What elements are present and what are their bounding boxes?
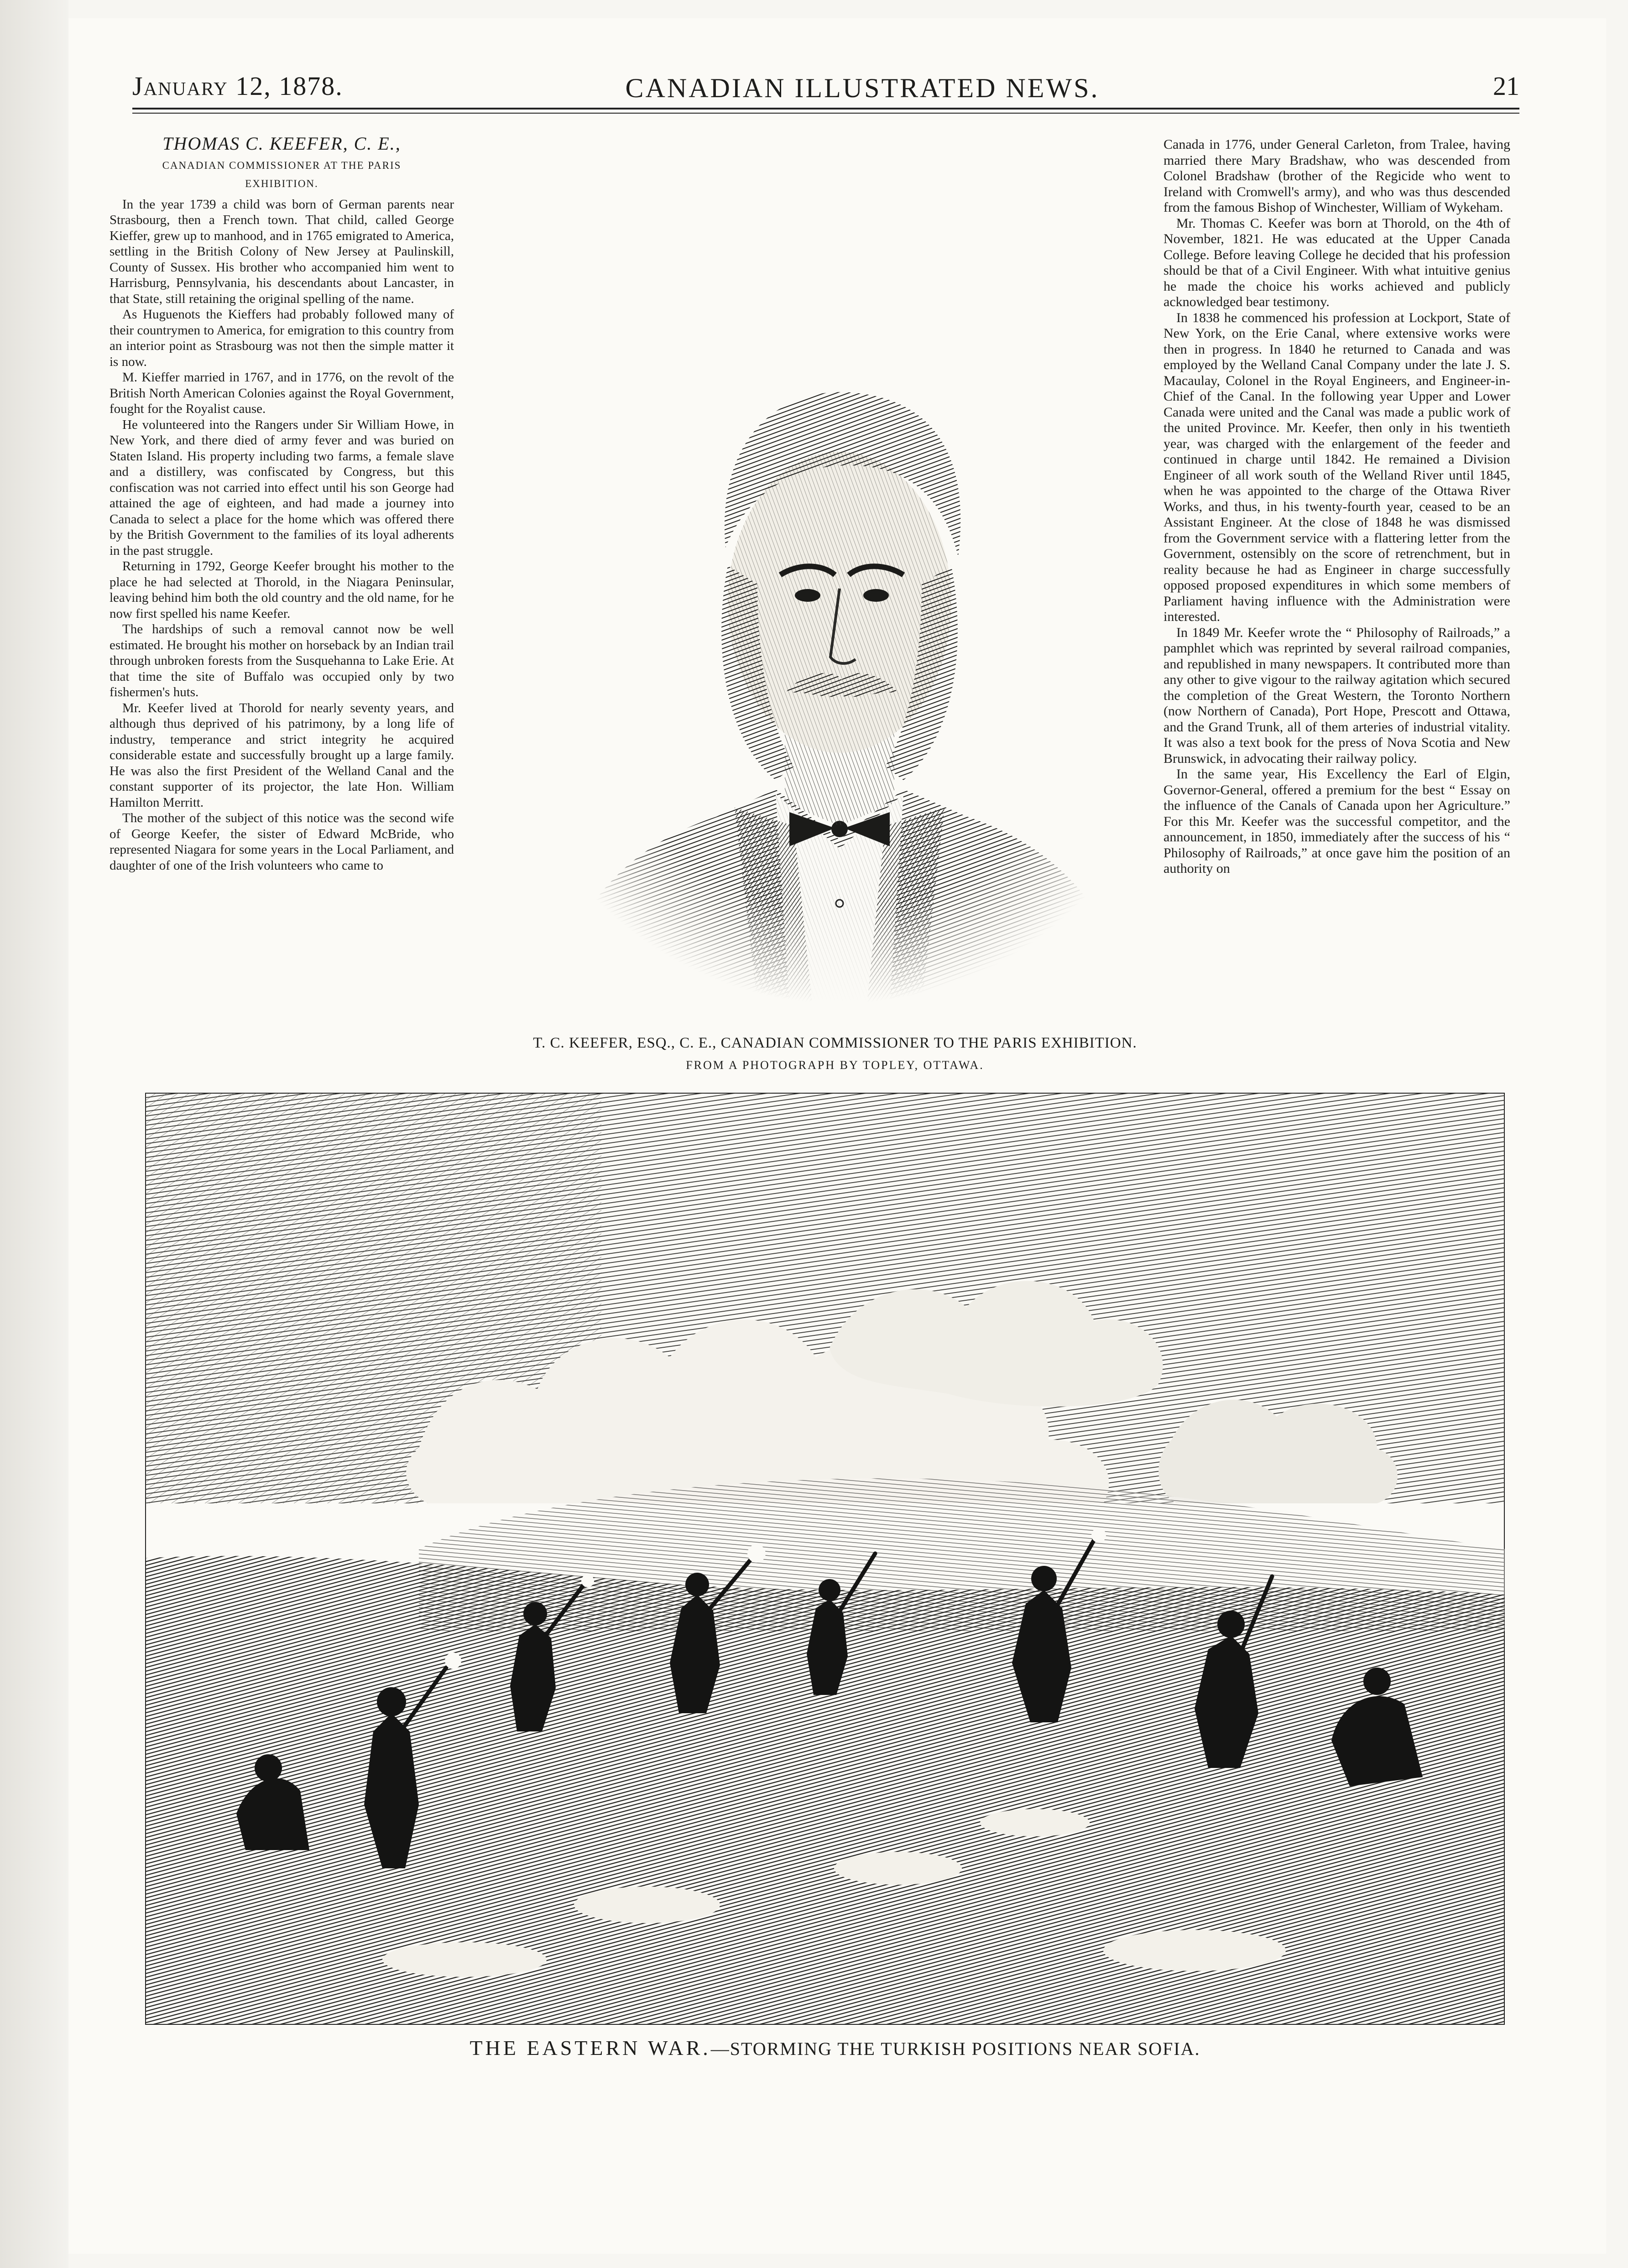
article-column-left [110, 133, 454, 873]
article-paragraph: Canada in 1776, under General Carleton, from Tralee, having married there Mary Bradshaw, who was descended from Colonel Bradshaw (brother of the Regicide who went to Ireland with Cromwell's army), and who was thus descended from the famous Bishop of Winchester, William of Wykeham. [1164, 137, 1510, 215]
article-paragraph: The mother of the subject of this notice was the second wife of George Keefer, the sister of Edward McBride, who represented Niagara for some years in the Local Parliament, and daughter of one of the Irish volunteers who came to [110, 811, 454, 873]
article-paragraph: Mr. Keefer lived at Thorold for nearly seventy years, and although thus deprived of his patrimony, by a long life of industry, temperance and strict integrity he acquired considerable estate and successfully brought up a large family. He was also the first President of the Welland Canal and the constant supporter of its projector, the late Hon. William Hamilton Merritt. [110, 700, 454, 810]
article-paragraph: As Huguenots the Kieffers had probably followed many of their countrymen to America, for emigration to this country from an interior point as Strasbourg was not then the simple matter it is now. [110, 307, 454, 369]
article-paragraph: M. Kieffer married in 1767, and in 1776, on the revolt of the British North American Colonies against the Royal Government, fought for the Royalist cause. [110, 370, 454, 416]
battle-engraving [145, 1093, 1505, 2025]
battle-caption [438, 2036, 1232, 2060]
article-paragraph: Returning in 1792, George Keefer brought his mother to the place he had selected at Thorold, in the Niagara Peninsular, leaving behind him both the old country and the old name, for he now first spelled his name Keefer. [110, 559, 454, 621]
article-paragraph: In 1849 Mr. Keefer wrote the “ Philosophy of Railroads,” a pamphlet which was reprinted by several railroad companies, and republished in many newspapers. It contributed more than any other to give vigour to the railway agitation which secured the completion of the Great Western, the Toronto Northern (now Northern of Canada), Port Hope, Prescott and Ottawa, and the Grand Trunk, all of them arteries of industrial vitality. It was also a text book for the press of Nova Scotia and New Brunswick, in advocating their railway policy. [1164, 625, 1510, 766]
issue-date: January 12, 1878. [132, 71, 343, 101]
header-rule-thin [132, 113, 1519, 114]
battle-caption-rest: —STORMING THE TURKISH POSITIONS NEAR SOFIA. [710, 2039, 1200, 2059]
article-paragraph: Mr. Thomas C. Keefer was born at Thorold, on the 4th of November, 1821. He was educated at the Upper Canada College. Before leaving College he decided that his profession should be that of a Civil Engineer. With what intuitive genius he made the choice his works achieved and publicly acknowledged bear testimony. [1164, 215, 1510, 309]
article-paragraph: In 1838 he commenced his profession at Lockport, State of New York, on the Erie Canal, where extensive works were then in progress. In 1840 he returned to Canada and was employed by the Welland Canal Company under the late J. S. Macaulay, Colonel in the Royal Engineers, and Engineer-in-Chief of the Canal. In the following year Upper and Lower Canada were united and the Canal was made a public work of the united Province. Mr. Keefer, then only in his twentieth year, was charged with the enlargement of the feeder and continued in charge until 1842. He remained a Division Engineer of all work south of the Welland River until 1845, when he was appointed to the charge of the Ottawa River Works, and thus, in his twenty-fourth year, ceased to be an Assistant Engineer. At the close of 1848 he was dismissed from the Government service with a flattering letter from the Government, ostensibly on the score of retrenchment, but in reality because he had as Engineer in charge successfully opposed proposed expenditures in which some members of Parliament having influence with the Administration were interested. [1164, 310, 1510, 624]
article-paragraph: The hardships of such a removal cannot now be well estimated. He brought his mother on horseback by an Indian trail through unbroken forests from the Susquehanna to Lake Erie. At that time the site of Buffalo was occupied only by two fishermen's huts. [110, 622, 454, 699]
masthead-title: CANADIAN ILLUSTRATED NEWS. [625, 73, 1100, 103]
battle-caption-lead: THE EASTERN WAR. [470, 2036, 711, 2059]
page-number: 21 [1493, 71, 1519, 101]
page-edge [0, 0, 68, 2268]
header-rule-thick [132, 108, 1519, 109]
portrait-engraving [520, 328, 1159, 1004]
article-title: THOMAS C. KEEFER, C. E., [162, 133, 401, 154]
page-header [132, 71, 1519, 107]
article-paragraph: In the same year, His Excellency the Earl of Elgin, Governor-General, offered a premium for the best “ Essay on the influence of the Canals of Canada upon her Agriculture.” For this Mr. Keefer was the successful competitor, and the announcement, in 1850, immediately after the success of his “ Philosophy of Railroads,” at once gave him the position of an authority on [1164, 766, 1510, 876]
article-paragraph: He volunteered into the Rangers under Sir William Howe, in New York, and there died of army fever and was buried on Staten Island. His property including two farms, a female slave and a distillery, was confiscated by Congress, but this confiscation was not carried into effect until his son George had attained the age of eighteen, and had made a journey into Canada to select a place for the home which was offered there by the British Government to the families of its loyal adherents in the past struggle. [110, 417, 454, 558]
article-column-right [1164, 137, 1510, 877]
portrait-caption: T. C. KEEFER, ESQ., C. E., CANADIAN COMMISSIONER TO THE PARIS EXHIBITION. [533, 1035, 1137, 1051]
portrait-credit: FROM A PHOTOGRAPH BY TOPLEY, OTTAWA. [686, 1058, 984, 1072]
article-paragraph: In the year 1739 a child was born of German parents near Strasbourg, then a French town. That child, called George Kieffer, grew up to manhood, and in 1765 emigrated to America, settling in the British Colony of New Jersey at Paulinskill, County of Sussex. His brother who accompanied him went to Harrisburg, Pennsylvania, his descendants about Lancaster, in that State, still retaining the original spelling of the name. [110, 197, 454, 306]
article-subtitle: CANADIAN COMMISSIONER AT THE PARIS EXHIBITION. [162, 159, 402, 189]
